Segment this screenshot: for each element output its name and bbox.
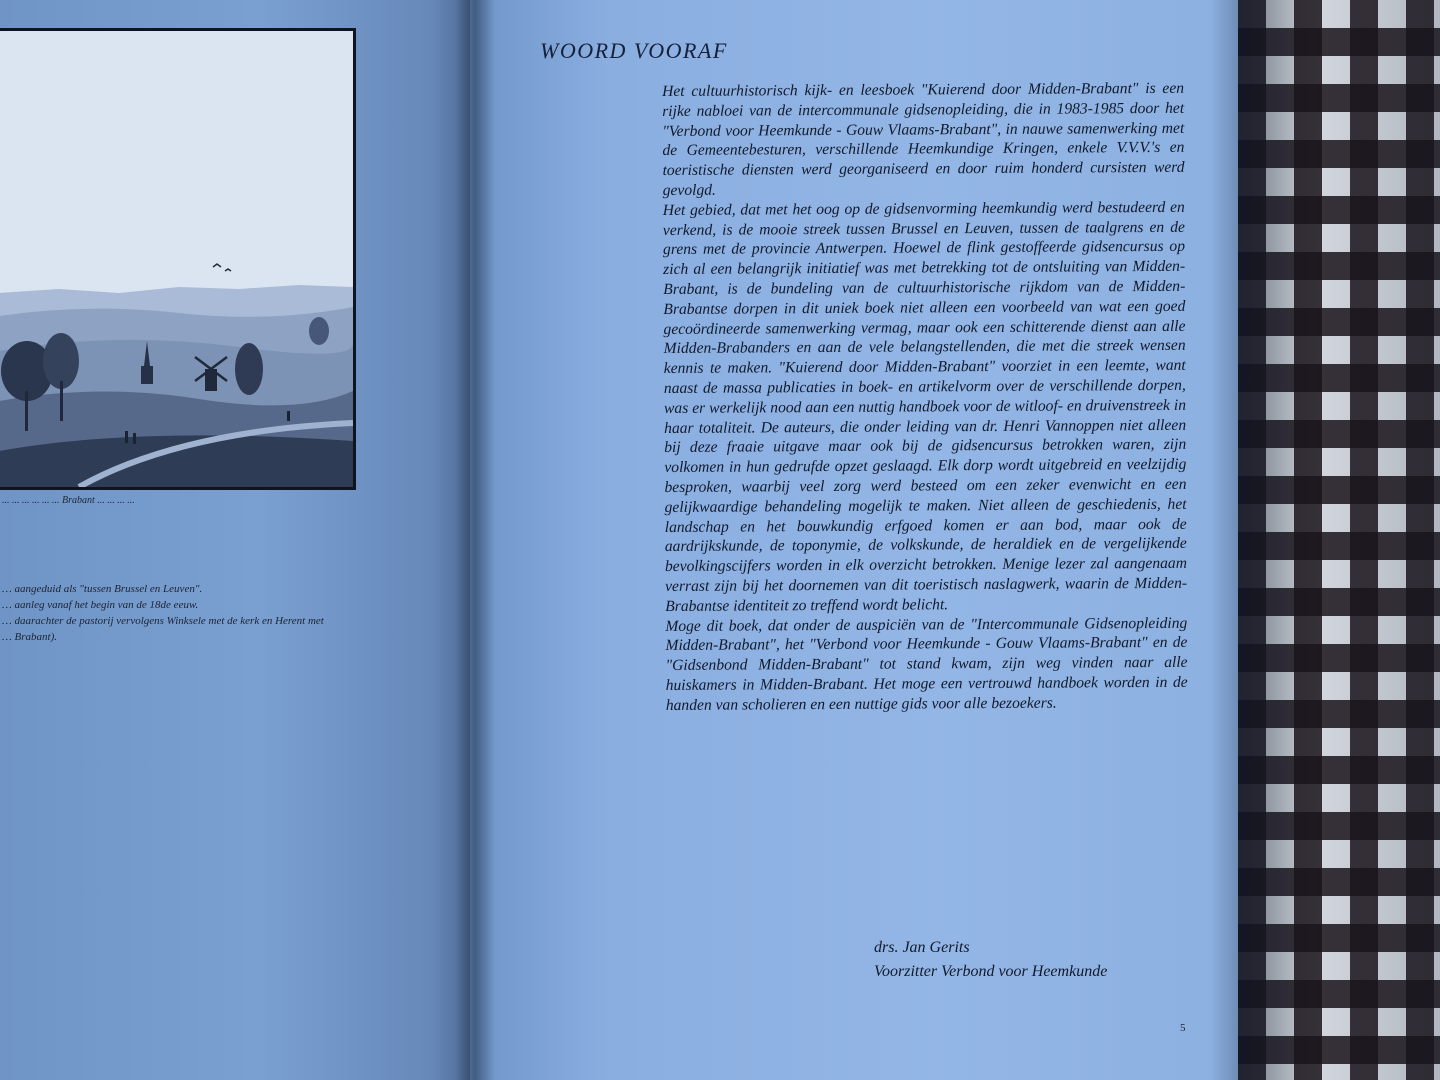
caption-line: … Brabant). <box>2 630 57 643</box>
foreword-paragraph: Het gebied, dat met het oog op de gidsenvorming heemkundig werd bestudeerd en verkend, is de mooie streek tussen Brussel en Leuven, tussen de taalgrens en de grens met de provincie Antwerpen. Hoewel de flink gestoffeerde gidsencursus op zich al een belangrijk initiatief was met betrekking tot de ontsluiting van Midden-Brabant, is de bundeling van de cultuurhistorische rijkdom van de Midden-Brabantse dorpen in dit uniek boek niet alleen een voorbeeld van wat een goed gecoördineerde samenwerking vermag, maar ook een schitterende dienst aan alle Midden-Brabanders en aan de vele belangstellenden, die met die streek wensen kennis te maken. "Kuierend door Midden-Brabant" voorziet in een leemte, want naast de massa publicaties in boek- en artikelvorm over de verschillende dorpen, was er werkelijk nood aan een nuttig handboek voor de witloof- en druivenstreek in haar totaliteit. De auteurs, die onder leiding van dr. Henri Vannoppen niet alleen bij deze fraaie uitgave maar ook bij de gidsencursus betrokken waren, zijn volkomen in hun gedrufde opzet geslaagd. Elk dorp wordt uitgebreid en veelzijdig besproken, waarbij veel zorg werd besteed om een zeker evenwicht en een gelijkwaardige behandeling mogelijk te maken. Niet alleen de geschiedenis, het landschap en het bouwkundig erfgoed komen er aan bod, maar ook de aardrijkskunde, de toponymie, de volkskunde, de heraldiek en de vergelijkende bevolkingscijfers worden in elk overzicht betrokken. Menige lezer zal aangenaam verrast zijn bij het doornemen van dit toeristisch naslagwerk, waarin de Midden-Brabantse identiteit zo treffend wordt belicht. <box>662 198 1188 615</box>
engraving-inscription: ... ... ... ... ... ... Brabant ... ... ... ... <box>2 495 135 506</box>
caption-line: … aangeduid als "tussen Brussel en Leuven". <box>2 583 203 595</box>
tablecloth-shadow <box>1238 0 1440 1080</box>
caption-line: … aanleg vanaf het begin van de 18de eeuw. <box>2 598 199 611</box>
caption-line: … daarachter de pastorij vervolgens Winksele met de kerk en Herent met <box>2 614 324 627</box>
landscape-engraving <box>0 28 356 490</box>
signature-block <box>874 936 1107 984</box>
signature-name: drs. Jan Gerits <box>874 939 970 956</box>
book-gutter <box>455 0 495 1080</box>
page-number: 5 <box>1180 1022 1186 1034</box>
foreword-paragraph: Het cultuurhistorisch kijk- en leesboek "Kuierend door Midden-Brabant" is een rijke nabloei van de intercommunale gidsenopleiding, die in 1983-1985 door het "Verbond voor Heemkunde - Gouw Vlaams-Brabant", in nauwe samenwerking met de Gemeentebesturen, verschillende Heemkundige Kringen, enkele V.V.V.'s en toeristische diensten werd georganiseerd en door ruim honderd cursisten werd gevolgd. <box>662 79 1185 199</box>
foreword-paragraph: Moge dit boek, dat onder de auspiciën van de "Intercommunale Gidsenopleiding Midden-Brabant", het "Verbond voor Heemkunde - Gouw Vlaams-Brabant" en de "Gidsenbond Midden-Brabant" tot stand kwam, zijn weg vinden naar alle huiskamers in Midden-Brabant. Het moge een vertrouwd handboek worden in de handen van scholieren en een nuttige gids voor alle bezoekers. <box>665 614 1188 714</box>
page-title: WOORD VOORAF <box>540 38 728 63</box>
illustration-caption <box>2 582 442 646</box>
foreword-body <box>662 79 1188 716</box>
engraving-drawing <box>0 31 353 487</box>
signature-role: Voorzitter Verbond voor Heemkunde <box>874 963 1108 980</box>
